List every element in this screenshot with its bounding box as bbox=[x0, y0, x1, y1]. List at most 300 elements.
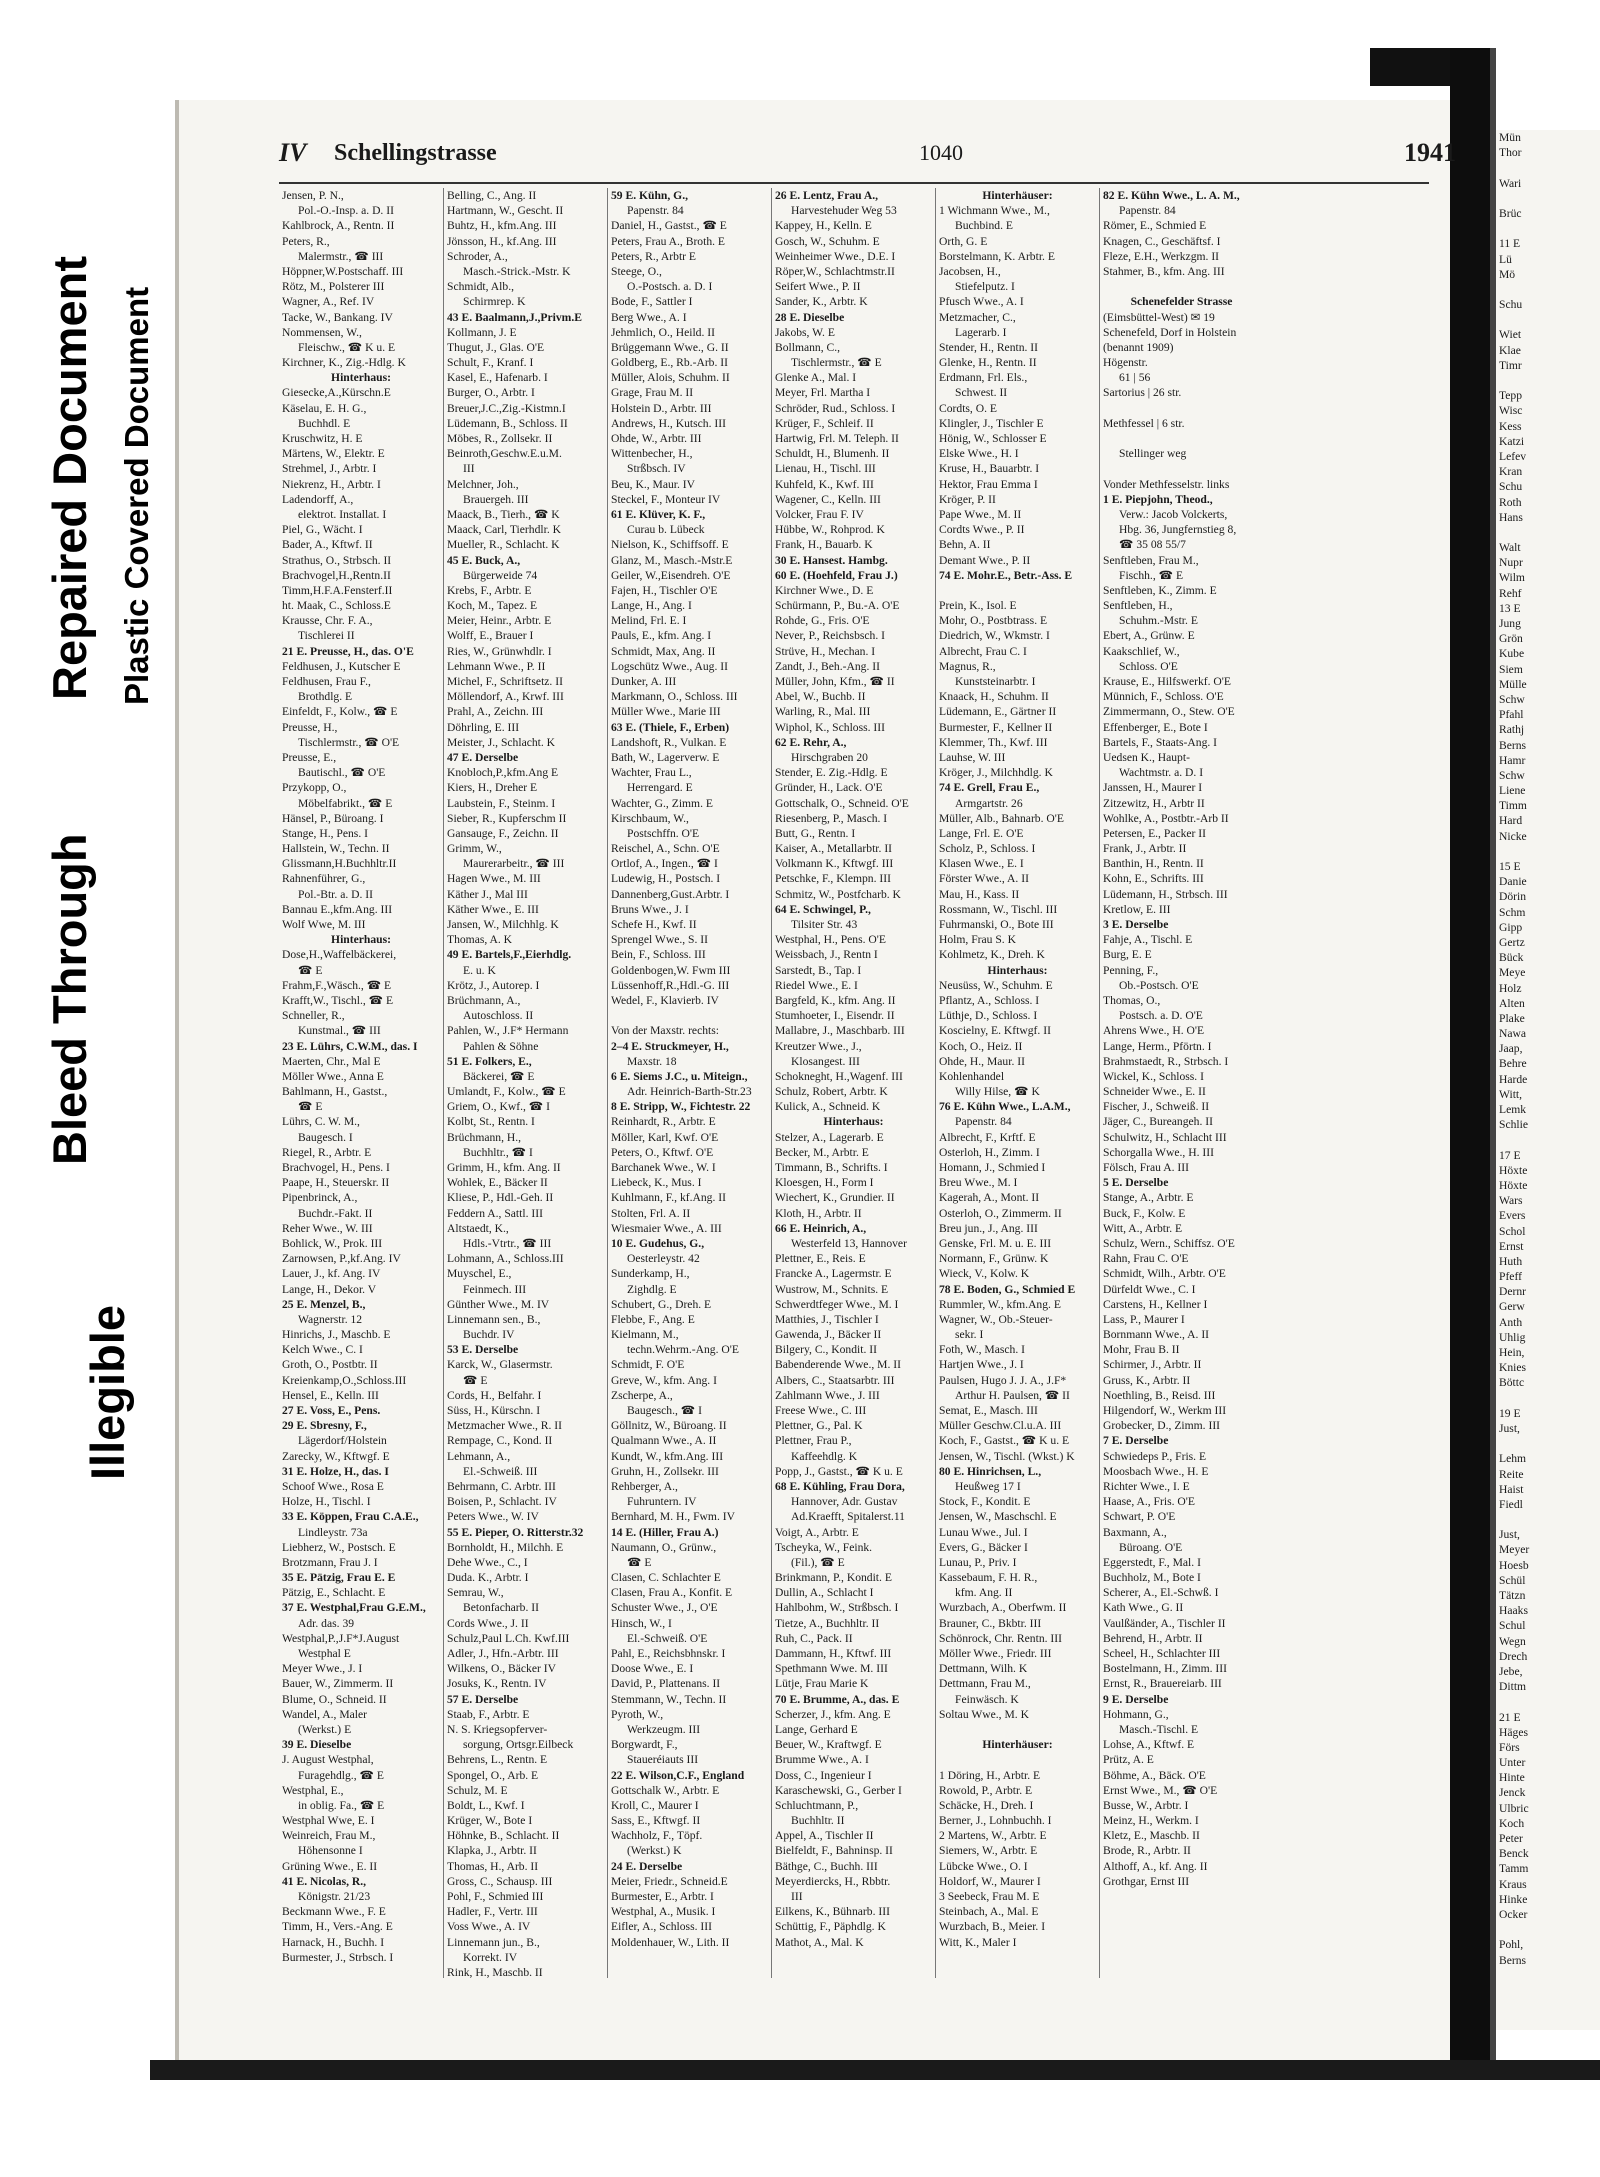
directory-entry-line: Burger, O., Arbtr. I bbox=[447, 386, 535, 400]
directory-entry-line: Janssen, H., Maurer I bbox=[1103, 781, 1203, 795]
directory-entry-line: Kelch Wwe., C. I bbox=[282, 1343, 363, 1357]
directory-entry-line: Papenstr. 84 bbox=[1119, 204, 1176, 218]
directory-entry-line: Brüchmann, H., bbox=[447, 1130, 522, 1144]
illegible-label: Illegible bbox=[81, 1305, 134, 1480]
directory-entry-line: Schu bbox=[1499, 298, 1523, 312]
directory-entry-line: Buchholz, M., Bote I bbox=[1103, 1571, 1201, 1585]
directory-entry-line: Sass, E., Kftwgf. II bbox=[611, 1814, 701, 1828]
directory-entry-line: Ries, W., Grünwhdlr. I bbox=[447, 644, 552, 658]
directory-entry-line: Clasen, Frau A., Konfit. E bbox=[611, 1586, 733, 1600]
directory-entry-line: Meyerdiercks, H., Rbbtr. bbox=[775, 1874, 891, 1888]
directory-entry-line: 29 E. Sbresny, F., bbox=[282, 1419, 367, 1433]
directory-entry-line: Barchanek Wwe., W. I bbox=[611, 1161, 716, 1174]
directory-entry-line: El.-Schweiß. III bbox=[463, 1464, 538, 1478]
directory-entry-line: Uhlig bbox=[1499, 1330, 1526, 1344]
directory-entry-line: Reischel, A., Schn. O'E bbox=[611, 842, 720, 856]
directory-entry-line: Breu jun., J., Ang. III bbox=[939, 1221, 1038, 1235]
directory-entry-line: Mö bbox=[1499, 267, 1516, 281]
directory-entry-line: Boisen, P., Schlacht. IV bbox=[447, 1495, 557, 1509]
directory-entry-line: Frank, H., Bauarb. K bbox=[775, 538, 873, 552]
directory-entry-line bbox=[1499, 1391, 1597, 1406]
directory-entry-line: Stolten, Frl. A. II bbox=[611, 1206, 691, 1220]
directory-entry-line: Rötz, M., Polsterer III bbox=[282, 280, 385, 294]
directory-entry-line bbox=[1499, 373, 1597, 388]
directory-entry-line: Lohmann, A., Schloss.III bbox=[447, 1252, 564, 1266]
directory-entry-line: Petersen, E., Packer II bbox=[1103, 826, 1207, 840]
bleed-through-label: Bleed Through bbox=[43, 833, 96, 1165]
directory-entry-line: Knobloch,P.,kfm.Ang E bbox=[447, 766, 559, 780]
directory-entry-line: Tischlermstr., ☎ E bbox=[791, 356, 882, 370]
directory-entry-line: Jebe, bbox=[1499, 1664, 1523, 1678]
directory-entry-line: Preusse, H., bbox=[282, 720, 338, 734]
directory-entry-line: Schwerdtfeger Wwe., M. I bbox=[775, 1297, 899, 1311]
directory-entry-line: Wurzbach, B., Meier. I bbox=[939, 1920, 1046, 1934]
directory-entry-line: Wagner, W., Ob.-Steuer- bbox=[939, 1312, 1053, 1326]
directory-entry-line: Greve, W., kfm. Ang. I bbox=[611, 1373, 717, 1387]
directory-entry-line: Pahlen, W., J.F* Hermann bbox=[447, 1024, 569, 1038]
directory-entry-line: Schneider Wwe., E. II bbox=[1103, 1085, 1206, 1099]
directory-entry-line: Pol.-O.-Insp. a. D. II bbox=[298, 204, 394, 218]
directory-entry-line: Feinmech. III bbox=[463, 1282, 527, 1296]
directory-entry-line: Linnemann sen., B., bbox=[447, 1312, 541, 1326]
directory-entry-line: Diedrich, W., Wkmstr. I bbox=[939, 629, 1050, 643]
directory-entry-line: (Werkst.) K bbox=[627, 1844, 682, 1858]
directory-entry-line: Dettmann, Frau M., bbox=[939, 1677, 1031, 1691]
directory-entry-line bbox=[1499, 1694, 1597, 1709]
directory-entry-line: Liene bbox=[1499, 784, 1526, 798]
directory-entry-line: Döhrling, E. III bbox=[447, 720, 520, 734]
directory-entry-line: 11 E bbox=[1499, 237, 1521, 251]
directory-entry-line: Plettner, E., Reis. E bbox=[775, 1252, 866, 1266]
directory-entry-line: Bein, F., Schloss. III bbox=[611, 948, 706, 962]
directory-entry-line: Knaack, H., Schuhm. II bbox=[939, 690, 1049, 704]
directory-entry-line: Hard bbox=[1499, 814, 1523, 828]
directory-entry-line: Bartels, F., Staats-Ang. I bbox=[1103, 735, 1218, 749]
directory-entry-line: Reite bbox=[1499, 1467, 1524, 1481]
directory-entry-line: Kiers, H., Dreher E bbox=[447, 781, 538, 795]
directory-entry-line: Berner, J., Lohnbuchh. I bbox=[939, 1814, 1052, 1828]
directory-entry-line: Hallstein, W., Techn. II bbox=[282, 842, 390, 856]
directory-entry-line: Schürmann, P., Bu.-A. O'E bbox=[775, 599, 900, 613]
directory-entry-line: Schulz,Paul L.Ch. Kwf.III bbox=[447, 1631, 570, 1645]
directory-entry-line: Kuhlmann, F., kf.Ang. II bbox=[611, 1191, 726, 1205]
directory-entry-line: Penning, F., bbox=[1103, 963, 1159, 977]
directory-entry-line: Lohse, A., Kftwf. E bbox=[1103, 1738, 1195, 1752]
directory-entry-line: Doose Wwe., E. I bbox=[611, 1662, 694, 1676]
directory-entry-line: Hinte bbox=[1499, 1771, 1525, 1785]
directory-entry-line: Kretlow, E. III bbox=[1103, 902, 1171, 916]
directory-entry-line: Höxte bbox=[1499, 1178, 1528, 1192]
directory-entry-line: 24 E. Derselbe bbox=[611, 1859, 683, 1873]
directory-entry-line: Hönig, W., Schlosser E bbox=[939, 432, 1047, 445]
directory-entry-line: Krüger, F., Schleif. II bbox=[775, 416, 874, 430]
directory-entry-line: Riegel, R., Arbtr. E bbox=[282, 1145, 372, 1159]
directory-entry-line: 3 E. Derselbe bbox=[1103, 918, 1169, 931]
directory-entry-line: Cords, H., Belfahr. I bbox=[447, 1388, 542, 1402]
directory-entry-line: Schluchtmann, P., bbox=[775, 1798, 859, 1812]
directory-entry-line: Adr. Heinrich-Barth-Str.23 bbox=[627, 1085, 752, 1099]
directory-entry-line: Kassebaum, F. H. R., bbox=[939, 1571, 1038, 1585]
directory-entry-line: Hinke bbox=[1499, 1892, 1528, 1906]
directory-entry-line: Meye bbox=[1499, 966, 1526, 980]
directory-entry-line: Gruhn, H., Zollsekr. III bbox=[611, 1464, 719, 1478]
directory-entry-line: Eggerstedt, F., Mal. I bbox=[1103, 1555, 1201, 1569]
directory-entry-line: Noethling, B., Reisd. III bbox=[1103, 1388, 1216, 1402]
directory-entry-line: Naumann, O., Grünw., bbox=[611, 1540, 717, 1554]
directory-entry-line: Buchbind. E bbox=[955, 219, 1013, 233]
directory-entry-line: Masch.-Strick.-Mstr. K bbox=[463, 264, 571, 278]
directory-entry-line: Ortlof, A., Ingen., ☎ I bbox=[611, 857, 718, 871]
directory-entry-line: Fischh., ☎ E bbox=[1119, 568, 1184, 582]
directory-entry-line: Weinheimer Wwe., D.E. I bbox=[775, 249, 896, 263]
directory-entry-line: Steckel, F., Monteur IV bbox=[611, 492, 721, 506]
directory-entry-line: Westphal E bbox=[298, 1647, 351, 1660]
directory-entry-line: 53 E. Derselbe bbox=[447, 1343, 519, 1357]
directory-entry-line: Wagnerstr. 12 bbox=[298, 1312, 363, 1326]
directory-entry-line: Koch, M., Tapez. E bbox=[447, 599, 538, 613]
directory-entry-line: Wagener, C., Kelln. III bbox=[775, 492, 881, 506]
directory-entry-line: Kloth, H., Arbtr. II bbox=[775, 1206, 862, 1220]
directory-entry-line: Zighdlg. E bbox=[627, 1282, 677, 1296]
listing-column bbox=[279, 188, 443, 1978]
directory-entry-line: Wickel, K., Schloss. I bbox=[1103, 1069, 1204, 1083]
directory-entry-line: Harnack, H., Buchh. I bbox=[282, 1935, 385, 1949]
directory-entry-line: Meier, Friedr., Schneid.E bbox=[611, 1874, 728, 1888]
directory-entry-line: Volkmann K., Kftwgf. III bbox=[775, 857, 894, 871]
directory-entry-line: Schirmrep. K bbox=[463, 295, 526, 309]
directory-entry-line: Orth, G. E bbox=[939, 234, 988, 248]
directory-entry-line: Fischer, J., Schweiß. II bbox=[1103, 1100, 1210, 1114]
directory-entry-line: 45 E. Buck, A., bbox=[447, 553, 521, 567]
directory-entry-line: Petschke, F., Klempn. III bbox=[775, 872, 891, 886]
directory-entry-line: Ob.-Postsch. O'E bbox=[1119, 978, 1199, 992]
directory-entry-line: Kaiser, A., Metallarbtr. II bbox=[775, 842, 893, 856]
directory-entry-line: Schäcke, H., Dreh. I bbox=[939, 1798, 1034, 1812]
directory-entry-line: Lehmann, A., bbox=[447, 1449, 511, 1463]
directory-entry-line: Rummler, W., kfm.Ang. E bbox=[939, 1297, 1061, 1311]
directory-entry-line: Brauner, C., Bkbtr. III bbox=[939, 1616, 1042, 1630]
directory-entry-line: Brüchmann, A., bbox=[447, 993, 521, 1007]
directory-entry-line: Ernst bbox=[1499, 1239, 1524, 1253]
directory-entry-line: Rehberger, A., bbox=[611, 1479, 678, 1493]
directory-entry-line: Brinkmann, P., Kondit. E bbox=[775, 1571, 892, 1585]
directory-entry-line: Möller, Karl, Kwf. O'E bbox=[611, 1130, 719, 1144]
year-heading: 1941 bbox=[1404, 138, 1456, 167]
directory-entry-line: Bilgery, C., Kondit. II bbox=[775, 1343, 877, 1357]
directory-entry-line: Osterloh, O., Zimmerm. II bbox=[939, 1206, 1062, 1220]
directory-entry-line: Carstens, H., Kellner I bbox=[1103, 1297, 1208, 1311]
directory-entry-line: Meyer Wwe., J. I bbox=[282, 1662, 363, 1676]
directory-entry-line: Zitzewitz, H., Arbtr II bbox=[1103, 796, 1205, 810]
directory-entry-line: Lienau, H., Tischl. III bbox=[775, 462, 876, 476]
directory-entry-line: Plettner, Frau P., bbox=[775, 1434, 852, 1448]
directory-entry-line bbox=[1499, 844, 1597, 859]
directory-entry-line: Lange, Herm., Pförtn. I bbox=[1103, 1039, 1212, 1053]
directory-entry-line: Scherer, A., El.-Schwß. I bbox=[1103, 1586, 1219, 1600]
directory-entry-line: Beuer, W., Kraftwgf. E bbox=[775, 1738, 882, 1752]
directory-entry-line: Schmidt, Alb., bbox=[447, 280, 514, 294]
directory-entry-line: Scheel, H., Schlachter III bbox=[1103, 1647, 1221, 1660]
directory-entry-line: Wohlke, A., Postbtr.-Arb II bbox=[1103, 811, 1229, 825]
directory-entry-line: Feldhusen, Frau F., bbox=[282, 675, 371, 688]
directory-entry-line: 3 Seebeck, Frau M. E bbox=[939, 1890, 1040, 1903]
directory-entry-line: Brode, R., Arbtr. II bbox=[1103, 1844, 1191, 1858]
directory-entry-line: Böttc bbox=[1499, 1376, 1525, 1390]
directory-entry-line: Armgartstr. 26 bbox=[955, 796, 1023, 810]
directory-entry-line: Rehf bbox=[1499, 586, 1522, 600]
directory-entry-line: Furagehdlg., ☎ E bbox=[298, 1768, 384, 1782]
directory-entry-line: Lüthje, D., Schloss. I bbox=[939, 1009, 1038, 1023]
directory-entry-line: Zahlmann Wwe., J. III bbox=[775, 1388, 880, 1402]
directory-entry-line: 55 E. Pieper, O. Ritterstr.32 bbox=[447, 1525, 584, 1539]
directory-entry-line: Bath, W., Lagerverw. E bbox=[611, 750, 720, 764]
directory-entry-line: Burmester, E., Arbtr. I bbox=[611, 1890, 714, 1903]
directory-entry-line: Bader, A., Kftwf. II bbox=[282, 538, 373, 552]
directory-entry-line: 61 E. Klüver, K. F., bbox=[611, 507, 706, 521]
directory-entry-line: Bahlmann, H., Gastst., bbox=[282, 1085, 388, 1099]
directory-entry-line: Lefev bbox=[1499, 449, 1527, 463]
directory-entry-line: Strathus, O., Strbsch. II bbox=[282, 553, 392, 567]
directory-entry-line: Klosangest. III bbox=[791, 1054, 860, 1068]
directory-entry-line: Högenstr. bbox=[1103, 356, 1148, 370]
directory-entry-line: Scherzer, J., kfm. Ang. E bbox=[775, 1707, 891, 1721]
directory-entry-line: Ad.Kraefft, Spitalerst.11 bbox=[791, 1510, 905, 1524]
directory-entry-line bbox=[1103, 279, 1260, 294]
directory-entry-line: Jäger, C., Bureangeh. II bbox=[1103, 1115, 1213, 1129]
directory-entry-line: Schmidt, Wilh., Arbtr. O'E bbox=[1103, 1267, 1226, 1281]
directory-entry-line: Buchdr. IV bbox=[463, 1328, 515, 1342]
directory-entry-line: Muyschel, E., bbox=[447, 1267, 512, 1281]
directory-entry-line: 39 E. Dieselbe bbox=[282, 1738, 352, 1752]
directory-entry-line: Dettmann, Wilh. K bbox=[939, 1662, 1028, 1676]
directory-entry-line: Hbg. 36, Jungfernstieg 8, bbox=[1119, 523, 1237, 537]
directory-entry-line: Weinreich, Frau M., bbox=[282, 1829, 376, 1843]
directory-entry-line: Müller Geschw.Cl.u.A. III bbox=[939, 1419, 1062, 1433]
directory-entry-line: Ludewig, H., Postsch. I bbox=[611, 872, 721, 886]
directory-entry-line: 9 E. Derselbe bbox=[1103, 1692, 1169, 1706]
directory-entry-line: Boldt, L., Kwf. I bbox=[447, 1798, 525, 1812]
directory-entry-line: Wiet bbox=[1499, 328, 1522, 342]
directory-entry-line: 28 E. Dieselbe bbox=[775, 310, 845, 324]
directory-entry-line: Kath Wwe., G. II bbox=[1103, 1601, 1184, 1615]
directory-entry-line: Lange, H., Ang. I bbox=[611, 599, 692, 613]
directory-entry-line: Schw bbox=[1499, 768, 1525, 782]
directory-entry-line: Hartjen Wwe., J. I bbox=[939, 1358, 1024, 1372]
directory-entry-line: Dehe Wwe., C., I bbox=[447, 1555, 528, 1569]
directory-entry-line bbox=[1499, 282, 1597, 297]
directory-entry-line: Pfusch Wwe., A. I bbox=[939, 295, 1024, 309]
directory-entry-line: Riedel Wwe., E. I bbox=[775, 978, 858, 992]
directory-entry-line: Lagerarb. I bbox=[955, 325, 1007, 339]
directory-entry-line: Meyer, Frl. Martha I bbox=[775, 386, 871, 400]
directory-entry-line: 23 E. Lührs, C.W.M., das. I bbox=[282, 1039, 418, 1053]
directory-entry-line: David, P., Plattenans. II bbox=[611, 1677, 721, 1691]
directory-entry-line: Gottschalk W., Arbtr. E bbox=[611, 1783, 720, 1797]
directory-entry-line: Peter bbox=[1499, 1832, 1523, 1845]
directory-entry-line bbox=[1499, 1132, 1597, 1147]
directory-entry-line: Kaffeehdlg. K bbox=[791, 1449, 858, 1463]
directory-entry-line: Grothgar, Ernst III bbox=[1103, 1874, 1190, 1888]
directory-entry-line: Hektor, Frau Emma I bbox=[939, 477, 1038, 491]
directory-entry-line: Geiler, W.,Eisendreh. O'E bbox=[611, 568, 731, 582]
directory-entry-line: Abel, W., Buchb. II bbox=[775, 690, 866, 704]
directory-entry-line: 19 E bbox=[1499, 1406, 1521, 1420]
directory-entry-line: Strüve, H., Mechan. I bbox=[775, 644, 876, 658]
directory-entry-line: Hamr bbox=[1499, 753, 1526, 767]
directory-entry-line: Hirschgraben 20 bbox=[791, 750, 868, 764]
directory-entry-line: Vonder Methfesselstr. links bbox=[1103, 477, 1230, 491]
directory-entry-line: Von der Maxstr. rechts: bbox=[611, 1024, 719, 1038]
directory-entry-line: 62 E. Rehr, A., bbox=[775, 735, 847, 749]
directory-entry-line: Groth, O., Postbtr. II bbox=[282, 1358, 378, 1372]
directory-entry-line: Maerten, Chr., Mal E bbox=[282, 1054, 381, 1068]
directory-entry-line: Klasen Wwe., E. I bbox=[939, 857, 1024, 871]
directory-entry-line: Beckmann Wwe., F. E bbox=[282, 1905, 386, 1919]
directory-entry-line: Meister, J., Schlacht. K bbox=[447, 735, 556, 749]
directory-entry-line: Bornmann Wwe., A. II bbox=[1103, 1328, 1210, 1342]
directory-entry-line: Rohde, G., Fris. O'E bbox=[775, 614, 870, 628]
directory-entry-line: Andrews, H., Kutsch. III bbox=[611, 416, 726, 430]
directory-entry-line bbox=[1499, 221, 1597, 236]
directory-entry-line: Lunau Wwe., Jul. I bbox=[939, 1525, 1028, 1539]
directory-entry-line: Beu, K., Maur. IV bbox=[611, 477, 696, 491]
directory-entry-line: Pflantz, A., Schloss. I bbox=[939, 993, 1040, 1007]
directory-entry-line: Daniel, H., Gastst., ☎ E bbox=[611, 219, 727, 233]
directory-entry-line: 80 E. Hinrichsen, L., bbox=[939, 1464, 1042, 1478]
directory-entry-line: Gansauge, F., Zeichn. II bbox=[447, 826, 559, 840]
directory-entry-line: Eifler, A., Schloss. III bbox=[611, 1920, 712, 1934]
directory-entry-line: Wandel, A., Maler bbox=[282, 1707, 368, 1721]
directory-entry-line: Markmann, O., Schloss. III bbox=[611, 690, 738, 704]
directory-entry-line: Ladendorff, A., bbox=[282, 492, 354, 506]
directory-entry-line: Bäthge, C., Buchh. III bbox=[775, 1859, 878, 1873]
directory-entry-line: Brauergeh. III bbox=[463, 492, 529, 506]
directory-entry-line: Stiefelputz. I bbox=[955, 280, 1015, 294]
directory-entry-line: Buchhltr. II bbox=[791, 1814, 845, 1828]
directory-entry-line: Logschütz Wwe., Aug. II bbox=[611, 659, 728, 673]
directory-entry-line: 43 E. Baalmann,J.,Privm.E bbox=[447, 310, 582, 324]
directory-entry-line: Brüggemann Wwe., G. II bbox=[611, 340, 729, 354]
directory-entry-line: Adler, J., Hfn.-Arbtr. III bbox=[447, 1647, 559, 1660]
directory-entry-line: Jansen, W., Milchhlg. K bbox=[447, 918, 559, 931]
directory-entry-line: Voss Wwe., A. IV bbox=[447, 1920, 531, 1934]
directory-entry-line: Schubert, G., Dreh. E bbox=[611, 1297, 712, 1311]
directory-entry-line: Qualmann Wwe., A. II bbox=[611, 1434, 717, 1448]
directory-entry-line: Wagner, A., Ref. IV bbox=[282, 295, 375, 309]
directory-entry-line: Jensen, W., Tischl. (Wkst.) K bbox=[939, 1449, 1075, 1463]
directory-entry-line: Mallabre, J., Maschbarb. III bbox=[775, 1024, 905, 1038]
directory-entry-line: Baugesch. I bbox=[298, 1130, 353, 1144]
directory-entry-line: Harde bbox=[1499, 1072, 1528, 1086]
directory-entry-line: Dunker, A. III bbox=[611, 675, 677, 688]
directory-entry-line: Schefe H., Kwf. II bbox=[611, 918, 697, 931]
directory-entry-line: Pape Wwe., M. II bbox=[939, 507, 1022, 521]
directory-entry-line: Jaap, bbox=[1499, 1042, 1523, 1056]
scan-border-bottom bbox=[150, 2060, 1600, 2080]
directory-entry-line: Dullin, A., Schlacht I bbox=[775, 1586, 874, 1600]
directory-entry-line: 33 E. Köppen, Frau C.A.E., bbox=[282, 1510, 419, 1524]
directory-entry-line: Feinwäsch. K bbox=[955, 1692, 1019, 1706]
directory-entry-line: Schmidt, F. O'E bbox=[611, 1358, 685, 1372]
directory-entry-line: Steege, O., bbox=[611, 264, 662, 278]
directory-entry-line: Königstr. 21/23 bbox=[298, 1890, 371, 1903]
directory-entry-line: Stock, F., Kondit. E bbox=[939, 1495, 1031, 1509]
directory-entry-line: Kaakschlief, W., bbox=[1103, 644, 1180, 658]
directory-entry-line: Jacobsen, H., bbox=[939, 264, 1001, 278]
directory-entry-line: Kagerah, A., Mont. II bbox=[939, 1191, 1040, 1205]
directory-entry-line: sorgung, Ortsgr.Eilbeck bbox=[463, 1738, 574, 1752]
directory-entry-line: Gross, C., Schausp. III bbox=[447, 1874, 553, 1888]
directory-entry-line: Möller Wwe., Friedr. III bbox=[939, 1647, 1052, 1660]
directory-entry-line: Wohlek, E., Bäcker II bbox=[447, 1176, 548, 1190]
directory-entry-line: Buchhltr., ☎ I bbox=[463, 1145, 533, 1159]
directory-entry-line: Tischlerei II bbox=[298, 629, 355, 643]
directory-entry-line: 31 E. Holze, H., das. I bbox=[282, 1464, 389, 1478]
directory-entry-line: Mueller, R., Schlacht. K bbox=[447, 538, 560, 552]
directory-entry-line: Eilkens, K., Bühnarb. III bbox=[775, 1905, 890, 1919]
directory-entry-line: Lüdemann, H., Strbsch. III bbox=[1103, 887, 1228, 901]
directory-entry-line: Hinterhaus: bbox=[823, 1115, 884, 1129]
directory-entry-line: Tischlermstr., ☎ O'E bbox=[298, 735, 400, 749]
directory-entry-line: Schlie bbox=[1499, 1118, 1528, 1132]
directory-entry-line: Schult, F., Kranf. I bbox=[447, 356, 534, 370]
directory-entry-line: Hannover, Adr. Gustav bbox=[791, 1495, 898, 1509]
directory-entry-line: Krause, E., Hilfswerkf. O'E bbox=[1103, 675, 1231, 688]
directory-entry-line: Peters, R., bbox=[282, 234, 330, 248]
directory-entry-line: Erdmann, Frl. Els., bbox=[939, 371, 1028, 385]
directory-entry-line: Wiphol, K., Schloss. III bbox=[775, 720, 885, 734]
directory-entry-line: Huth bbox=[1499, 1254, 1523, 1268]
directory-entry-line: Hagen Wwe., M. III bbox=[447, 872, 541, 886]
directory-entry-line: Stange, H., Pens. I bbox=[282, 826, 368, 840]
directory-entry-line bbox=[1103, 401, 1260, 416]
directory-entry-line: Westphal,P.,J.F*J.August bbox=[282, 1631, 400, 1645]
directory-entry-line: Schoof Wwe., Rosa E bbox=[282, 1479, 384, 1493]
directory-entry-line: Karck, W., Glasermstr. bbox=[447, 1358, 553, 1372]
listing-column bbox=[771, 188, 935, 1978]
directory-entry-line: Bielfeldt, F., Bahninsp. II bbox=[775, 1844, 893, 1858]
directory-entry-line: Nommensen, W., bbox=[282, 325, 362, 339]
directory-entry-line: E. u. K bbox=[463, 963, 496, 977]
directory-entry-line: Bäckerei, ☎ E bbox=[463, 1069, 535, 1083]
directory-entry-line: Witt, K., Maler I bbox=[939, 1935, 1017, 1949]
directory-entry-line: Metzmacher Wwe., R. II bbox=[447, 1419, 563, 1433]
directory-entry-line: Haase, A., Fris. O'E bbox=[1103, 1495, 1195, 1509]
directory-entry-line: Zscherpe, A., bbox=[611, 1388, 673, 1402]
directory-entry-line: Frahm,F.,Wäsch., ☎ E bbox=[282, 978, 392, 992]
directory-entry-line: Goldberg, E., Rb.-Arb. II bbox=[611, 356, 728, 370]
directory-entry-line: Schwiedeps P., Fris. E bbox=[1103, 1449, 1207, 1463]
directory-entry-line: Schmitz, W., Postfcharb. K bbox=[775, 887, 901, 901]
directory-entry-line: Koch bbox=[1499, 1816, 1525, 1830]
directory-entry-line: Hinsch, W., I bbox=[611, 1616, 672, 1630]
directory-entry-line: Melchner, Joh., bbox=[447, 477, 519, 491]
directory-entry-line: Schulz, M. E bbox=[447, 1783, 508, 1797]
directory-entry-line: Gründer, H., Lack. O'E bbox=[775, 781, 883, 795]
directory-entry-line: Maurerarbeitr., ☎ III bbox=[463, 857, 565, 871]
directory-entry-line: Lange, Frl. E. O'E bbox=[939, 826, 1024, 840]
directory-entry-line: J. August Westphal, bbox=[282, 1753, 374, 1767]
directory-entry-line: Nawa bbox=[1499, 1027, 1527, 1041]
directory-entry-line: Schm bbox=[1499, 905, 1526, 919]
directory-entry-line: Laubstein, F., Steinm. I bbox=[447, 796, 556, 810]
directory-entry-line: Baugesch., ☎ I bbox=[627, 1404, 702, 1417]
directory-entry-line: Häges bbox=[1499, 1725, 1528, 1739]
directory-entry-line: Prein, K., Isol. E bbox=[939, 599, 1017, 613]
directory-entry-line: Adr. das. 39 bbox=[298, 1616, 355, 1630]
directory-entry-line: Bauer, W., Zimmerm. II bbox=[282, 1677, 394, 1691]
directory-entry-line: 82 E. Kühn Wwe., L. A. M., bbox=[1103, 189, 1240, 202]
